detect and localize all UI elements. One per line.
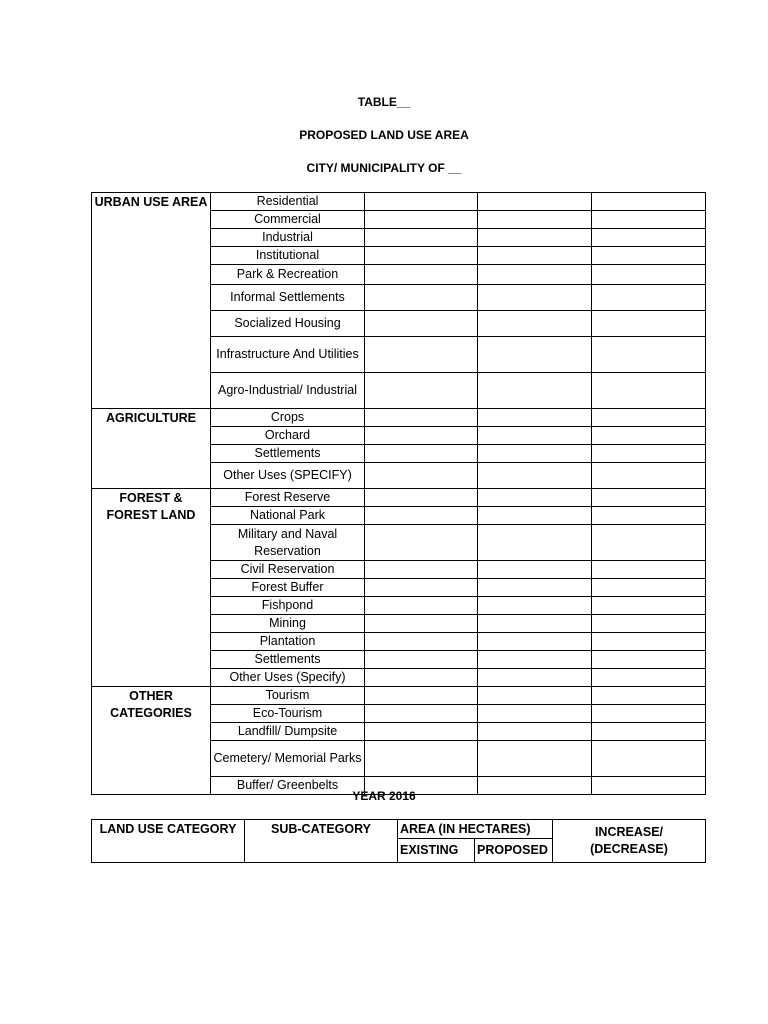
proposed-area-cell[interactable] (478, 409, 592, 427)
proposed-header: PROPOSED (475, 839, 553, 863)
existing-area-cell[interactable] (365, 579, 478, 597)
category-cell: AGRICULTURE (92, 409, 211, 489)
table-row (92, 489, 706, 507)
existing-area-cell[interactable] (365, 247, 478, 265)
increase-decrease-cell[interactable] (592, 561, 706, 579)
subcategory-cell: Settlements (211, 445, 365, 463)
increase-decrease-cell[interactable] (592, 373, 706, 409)
subcategory-cell: Other Uses (SPECIFY) (211, 463, 365, 489)
proposed-area-cell[interactable] (478, 337, 592, 373)
existing-area-cell[interactable] (365, 651, 478, 669)
subcategory-cell: Civil Reservation (211, 561, 365, 579)
subcategory-cell: Military and Naval Reservation (211, 525, 365, 561)
existing-area-cell[interactable] (365, 525, 478, 561)
subcategory-cell: Residential (211, 193, 365, 211)
proposed-area-cell[interactable] (478, 741, 592, 777)
increase-decrease-cell[interactable] (592, 311, 706, 337)
area-hectares-header: AREA (IN HECTARES) (398, 820, 553, 839)
proposed-area-cell[interactable] (478, 633, 592, 651)
increase-decrease-cell[interactable] (592, 285, 706, 311)
increase-decrease-cell[interactable] (592, 229, 706, 247)
proposed-area-cell[interactable] (478, 669, 592, 687)
increase-decrease-cell[interactable] (592, 463, 706, 489)
subcategory-cell: Forest Buffer (211, 579, 365, 597)
proposed-area-cell[interactable] (478, 285, 592, 311)
existing-area-cell[interactable] (365, 193, 478, 211)
existing-area-cell[interactable] (365, 597, 478, 615)
category-cell: OTHER CATEGORIES (92, 687, 211, 795)
increase-decrease-cell[interactable] (592, 507, 706, 525)
existing-area-cell[interactable] (365, 285, 478, 311)
existing-area-cell[interactable] (365, 669, 478, 687)
table-row (92, 687, 706, 705)
increase-decrease-cell[interactable] (592, 525, 706, 561)
increase-decrease-cell[interactable] (592, 409, 706, 427)
subcategory-cell: Agro-Industrial/ Industrial (211, 373, 365, 409)
existing-area-cell[interactable] (365, 561, 478, 579)
existing-area-cell[interactable] (365, 687, 478, 705)
proposed-area-cell[interactable] (478, 705, 592, 723)
increase-decrease-cell[interactable] (592, 337, 706, 373)
existing-area-cell[interactable] (365, 489, 478, 507)
existing-area-cell[interactable] (365, 615, 478, 633)
increase-decrease-cell[interactable] (592, 687, 706, 705)
category-cell: FOREST & FOREST LAND (92, 489, 211, 687)
increase-decrease-cell[interactable] (592, 705, 706, 723)
subcategory-cell: Landfill/ Dumpsite (211, 723, 365, 741)
proposed-area-cell[interactable] (478, 311, 592, 337)
column-header-table (91, 819, 706, 863)
table-number-title: TABLE__ (357, 95, 411, 109)
increase-decrease-cell[interactable] (592, 597, 706, 615)
proposed-area-cell[interactable] (478, 445, 592, 463)
proposed-area-cell[interactable] (478, 651, 592, 669)
subcategory-cell: Commercial (211, 211, 365, 229)
proposed-area-cell[interactable] (478, 247, 592, 265)
existing-area-cell[interactable] (365, 463, 478, 489)
existing-area-cell[interactable] (365, 723, 478, 741)
proposed-area-cell[interactable] (478, 561, 592, 579)
municipality-title: CITY/ MUNICIPALITY OF __ (306, 161, 462, 175)
existing-area-cell[interactable] (365, 311, 478, 337)
subcategory-cell: Industrial (211, 229, 365, 247)
increase-decrease-cell[interactable] (592, 489, 706, 507)
subcategory-cell: Crops (211, 409, 365, 427)
subcategory-cell: Settlements (211, 651, 365, 669)
increase-decrease-cell[interactable] (592, 427, 706, 445)
increase-decrease-cell[interactable] (592, 579, 706, 597)
proposed-area-cell[interactable] (478, 265, 592, 285)
increase-decrease-cell[interactable] (592, 741, 706, 777)
existing-area-cell[interactable] (365, 741, 478, 777)
increase-decrease-cell[interactable] (592, 211, 706, 229)
sub-category-header: SUB-CATEGORY (245, 820, 398, 863)
existing-header: EXISTING (398, 839, 475, 863)
subcategory-cell: Plantation (211, 633, 365, 651)
proposed-area-cell[interactable] (478, 507, 592, 525)
proposed-area-cell[interactable] (478, 463, 592, 489)
existing-area-cell[interactable] (365, 427, 478, 445)
land-use-category-header: LAND USE CATEGORY (92, 820, 245, 863)
subcategory-cell: Mining (211, 615, 365, 633)
existing-area-cell[interactable] (365, 337, 478, 373)
existing-area-cell[interactable] (365, 507, 478, 525)
proposed-area-cell[interactable] (478, 525, 592, 561)
existing-area-cell[interactable] (365, 633, 478, 651)
subcategory-cell: Socialized Housing (211, 311, 365, 337)
subcategory-cell: Institutional (211, 247, 365, 265)
subcategory-cell: Buffer/ Greenbelts (211, 777, 365, 795)
subcategory-cell: Other Uses (Specify) (211, 669, 365, 687)
subcategory-cell: National Park (211, 507, 365, 525)
proposed-area-cell[interactable] (478, 427, 592, 445)
existing-area-cell[interactable] (365, 229, 478, 247)
existing-area-cell[interactable] (365, 265, 478, 285)
proposed-area-cell[interactable] (478, 579, 592, 597)
increase-decrease-header: INCREASE/ (DECREASE) (553, 820, 706, 863)
subcategory-cell: Fishpond (211, 597, 365, 615)
increase-decrease-cell[interactable] (592, 265, 706, 285)
existing-area-cell[interactable] (365, 445, 478, 463)
increase-decrease-cell[interactable] (592, 445, 706, 463)
subcategory-cell: Infrastructure And Utilities (211, 337, 365, 373)
subcategory-cell: Park & Recreation (211, 265, 365, 285)
subcategory-cell: Eco-Tourism (211, 705, 365, 723)
increase-decrease-cell[interactable] (592, 633, 706, 651)
year-label: YEAR 2016 (352, 789, 416, 803)
existing-area-cell[interactable] (365, 373, 478, 409)
existing-area-cell[interactable] (365, 409, 478, 427)
subcategory-cell: Orchard (211, 427, 365, 445)
proposed-area-cell[interactable] (478, 723, 592, 741)
subcategory-cell: Tourism (211, 687, 365, 705)
existing-area-cell[interactable] (365, 705, 478, 723)
proposed-area-cell[interactable] (478, 373, 592, 409)
proposed-area-cell[interactable] (478, 597, 592, 615)
proposed-area-cell[interactable] (478, 229, 592, 247)
increase-decrease-cell[interactable] (592, 193, 706, 211)
increase-decrease-cell[interactable] (592, 247, 706, 265)
proposed-area-cell[interactable] (478, 193, 592, 211)
increase-decrease-cell[interactable] (592, 651, 706, 669)
proposed-area-cell[interactable] (478, 687, 592, 705)
land-use-table (91, 192, 706, 795)
subcategory-cell: Forest Reserve (211, 489, 365, 507)
table-row (92, 193, 706, 211)
increase-decrease-cell[interactable] (592, 615, 706, 633)
existing-area-cell[interactable] (365, 211, 478, 229)
increase-decrease-cell[interactable] (592, 723, 706, 741)
category-cell: URBAN USE AREA (92, 193, 211, 409)
proposed-area-cell[interactable] (478, 615, 592, 633)
table-title: PROPOSED LAND USE AREA (299, 128, 469, 142)
subcategory-cell: Cemetery/ Memorial Parks (211, 741, 365, 777)
proposed-area-cell[interactable] (478, 211, 592, 229)
increase-decrease-cell[interactable] (592, 669, 706, 687)
proposed-area-cell[interactable] (478, 489, 592, 507)
subcategory-cell: Informal Settlements (211, 285, 365, 311)
table-row (92, 409, 706, 427)
